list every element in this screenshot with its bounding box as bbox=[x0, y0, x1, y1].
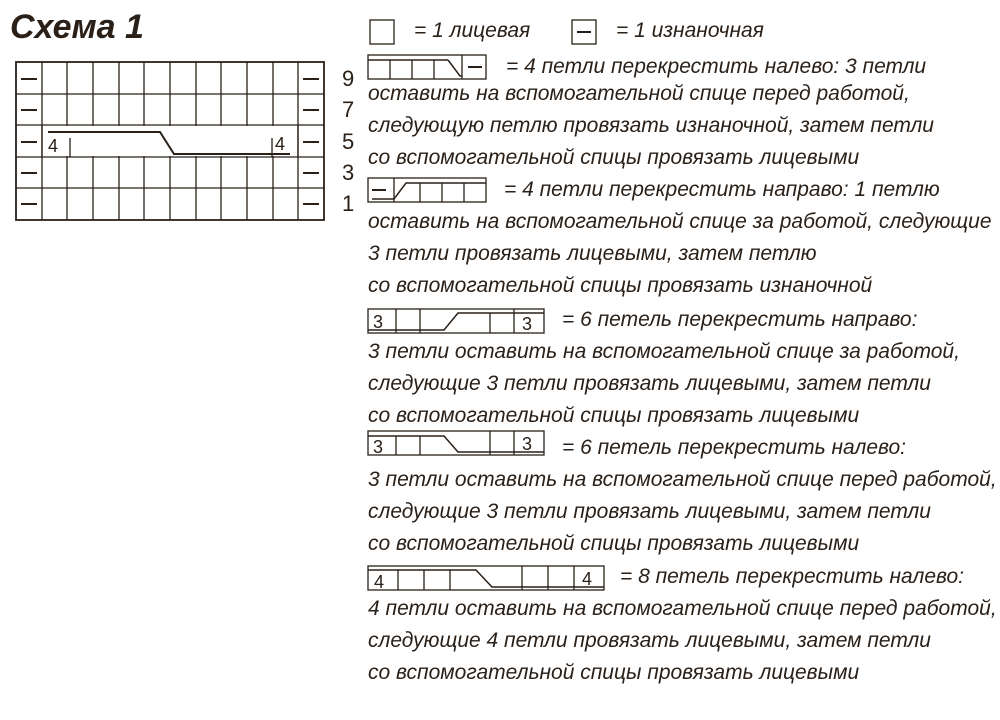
cable-6-left-label-right: 3 bbox=[522, 434, 533, 454]
cable-8-left-text: следующие 4 петли провязать лицевыми, затем петли bbox=[368, 629, 931, 652]
cable-6-left-text: со вспомогательной спицы провязать лицевыми bbox=[368, 532, 860, 555]
row-number: 5 bbox=[342, 129, 355, 154]
cable-6-right-text: следующие 3 петли провязать лицевыми, затем петли bbox=[368, 372, 931, 395]
cable-cross-symbol bbox=[42, 125, 298, 157]
cable-6-left-symbol bbox=[368, 431, 544, 455]
cable-6-right-symbol bbox=[368, 309, 544, 333]
page-title: Схема 1 bbox=[10, 8, 144, 46]
cable-4-left-text: следующую петлю провязать изнаночной, затем петли bbox=[368, 114, 934, 137]
cable-4-left-symbol bbox=[368, 55, 486, 79]
row-number: 1 bbox=[342, 191, 355, 216]
cable-8-left-label-right: 4 bbox=[582, 569, 593, 589]
cable-6-left-text: = 6 петель перекрестить налево: bbox=[562, 436, 907, 459]
row-number: 9 bbox=[342, 66, 355, 91]
cable-8-left-symbol bbox=[368, 566, 604, 590]
cable-4-left-text: со вспомогательной спицы провязать лицевыми bbox=[368, 146, 860, 169]
cable-4-right-text: оставить на вспомогательной спице за работой, следующие bbox=[368, 210, 992, 233]
cable-6-right-text: = 6 петель перекрестить направо: bbox=[562, 308, 918, 331]
cable-4-left-text: оставить на вспомогательной спице перед работой, bbox=[368, 82, 910, 105]
cable-8-left-text: 4 петли оставить на вспомогательной спице перед работой, bbox=[368, 597, 997, 620]
cable-4-right-text: 3 петли провязать лицевыми, затем петлю bbox=[368, 242, 817, 265]
row-number: 7 bbox=[342, 97, 355, 122]
row-number: 3 bbox=[342, 160, 355, 185]
cable-4-right-text: = 4 петли перекрестить направо: 1 петлю bbox=[504, 178, 940, 201]
chart-cable-label-right: 4 bbox=[275, 134, 286, 154]
cable-6-right-text: со вспомогательной спицы провязать лицевыми bbox=[368, 404, 860, 427]
cable-6-left-text: следующие 3 петли провязать лицевыми, затем петли bbox=[368, 500, 931, 523]
cable-6-right-text: 3 петли оставить на вспомогательной спице за работой, bbox=[368, 340, 960, 363]
cable-4-left-text: = 4 петли перекрестить налево: 3 петли bbox=[506, 55, 927, 78]
knit-symbol bbox=[370, 20, 394, 44]
cable-6-left-label-left: 3 bbox=[373, 437, 384, 457]
cable-8-left-text: со вспомогательной спицы провязать лицевыми bbox=[368, 661, 860, 684]
cable-4-right-text: со вспомогательной спицы провязать изнаночной bbox=[368, 274, 873, 297]
purl-symbol bbox=[572, 20, 596, 44]
cable-8-left-label-left: 4 bbox=[374, 572, 385, 592]
cable-6-right-label-right: 3 bbox=[522, 314, 533, 334]
knit-legend-text: = 1 лицевая bbox=[414, 19, 531, 42]
purl-legend-text: = 1 изнаночная bbox=[616, 19, 764, 42]
cable-4-right-symbol bbox=[368, 178, 486, 202]
cable-6-right-label-left: 3 bbox=[373, 312, 384, 332]
cable-6-left-text: 3 петли оставить на вспомогательной спице перед работой, bbox=[368, 468, 997, 491]
chart-cable-label-left: 4 bbox=[48, 136, 59, 156]
cable-8-left-text: = 8 петель перекрестить налево: bbox=[620, 565, 965, 588]
